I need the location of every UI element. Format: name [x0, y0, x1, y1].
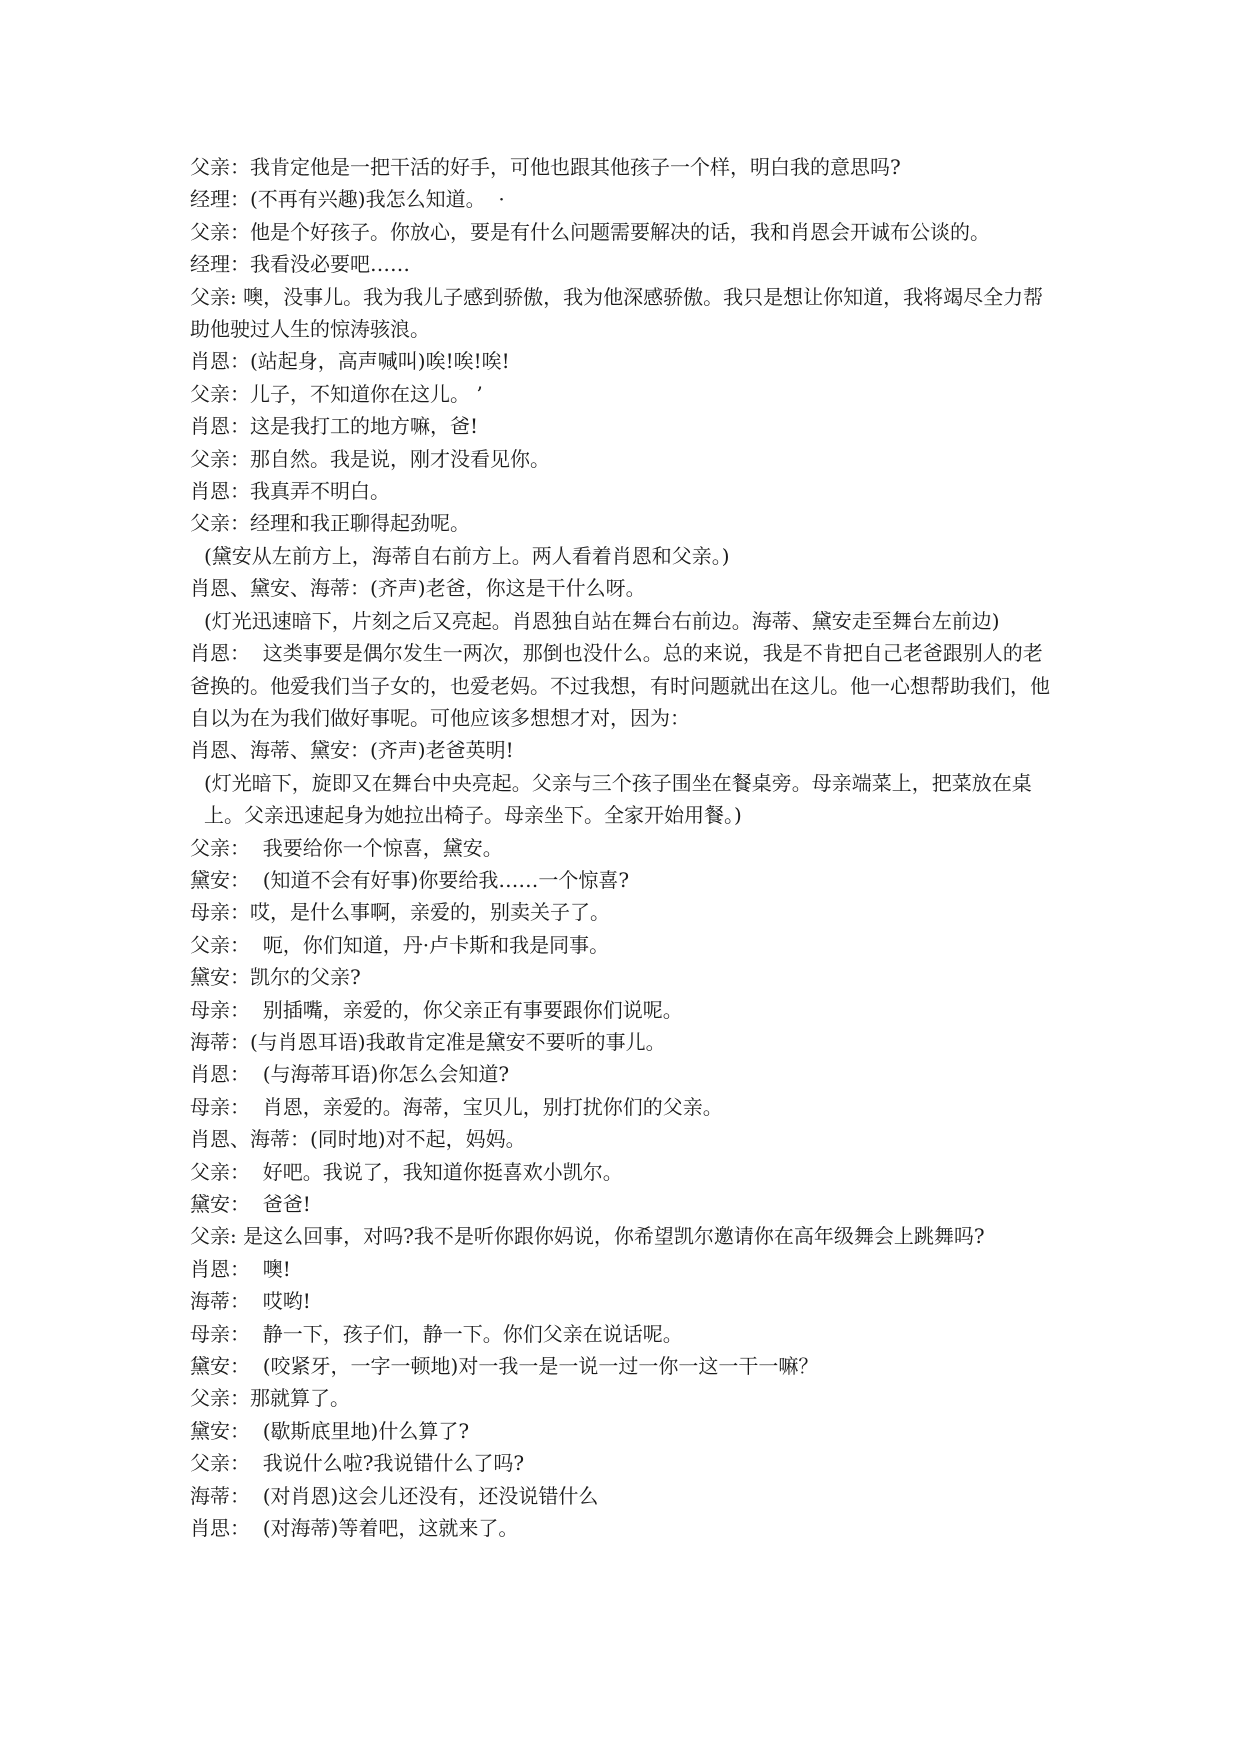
- dialogue-line: 肖恩：这是我打工的地方嘛，爸!: [190, 414, 479, 439]
- dialogue-line: 黛安： (咬紧牙，一字一顿地)对一我一是一说一过一你一这一干一嘛？: [190, 1354, 819, 1379]
- dialogue-line: 黛安： 爸爸!: [190, 1192, 311, 1216]
- dialogue-line: 海蒂：(与肖恩耳语)我敢肯定准是黛安不要听的事儿。: [190, 1029, 666, 1054]
- dialogue-line: 海蒂： (对肖恩)这会儿还没有，还没说错什么: [190, 1483, 599, 1508]
- dialogue-line: 父亲：那就算了。: [190, 1386, 350, 1411]
- dialogue-line: 黛安：凯尔的父亲?: [190, 965, 361, 990]
- dialogue-line: 黛安： (歇斯底里地)什么算了?: [190, 1418, 470, 1443]
- dialogue-line: 肖恩：(站起身，高声喊叫)唉!唉!唉!: [190, 349, 510, 374]
- dialogue-line: 父亲： 我说什么啦?我说错什么了吗?: [190, 1451, 525, 1476]
- dialogue-line: 父亲： 呃，你们知道，丹·卢卡斯和我是同事。: [190, 932, 610, 957]
- dialogue-line: 母亲： 静一下，孩子们，静一下。你们父亲在说话呢。: [190, 1321, 683, 1346]
- dialogue-line: 母亲：哎，是什么事啊，亲爱的，别卖关子了。: [190, 900, 610, 925]
- dialogue-line: 母亲： 肖恩，亲爱的。海蒂，宝贝儿，别打扰你们的父亲。: [190, 1094, 723, 1119]
- dialogue-line: 肖恩： 噢!: [190, 1256, 291, 1281]
- dialogue-line: 经理：我看没必要吧……: [190, 252, 410, 277]
- dialogue-line: 肖恩、黛安、海蒂：(齐声)老爸，你这是干什么呀。: [190, 576, 646, 601]
- dialogue-line: 母亲： 别插嘴，亲爱的，你父亲正有事要跟你们说呢。: [190, 997, 683, 1022]
- dialogue-line: 父亲：他是个好孩子。你放心，要是有什么问题需要解决的话，我和肖恩会开诚布公谈的。: [190, 219, 990, 244]
- dialogue-line: 肖恩： (与海蒂耳语)你怎么会知道?: [190, 1062, 510, 1087]
- dialogue-line: 父亲： 我要给你一个惊喜，黛安。: [190, 835, 503, 860]
- dialogue-line: 黛安： (知道不会有好事)你要给我……一个惊喜?: [190, 867, 630, 892]
- dialogue-line: 父亲: 是这么回事，对吗?我不是听你跟你妈说，你希望凯尔邀请你在高年级舞会上跳舞吗?: [190, 1224, 985, 1249]
- dialogue-line: 父亲： 好吧。我说了，我知道你挺喜欢小凯尔。: [190, 1159, 623, 1184]
- dialogue-line: 肖恩： 这类事要是偶尔发生一两次，那倒也没什么。总的来说，我是不肯把自己老爸跟别人的老爸换的。他爱我们当子女的，也爱老妈。不过我想，有时问题就出在这儿。他一心想帮助我们，他自以为在为我们做好事呢。可他应该多想想才对，因为：: [190, 641, 1050, 730]
- dialogue-line: 肖思： (对海蒂)等着吧，这就来了。: [190, 1516, 519, 1541]
- dialogue-line: 肖恩、海蒂、黛安：(齐声)老爸英明!: [190, 738, 514, 763]
- stage-direction: (黛安从左前方上，海蒂自右前方上。两人看着肖恩和父亲。): [204, 543, 730, 568]
- dialogue-line: 父亲：经理和我正聊得起劲呢。: [190, 511, 470, 536]
- stage-direction: (灯光迅速暗下，片刻之后又亮起。肖恩独自站在舞台右前边。海蒂、黛安走至舞台左前边): [204, 608, 1000, 633]
- dialogue-line: 肖恩、海蒂：(同时地)对不起，妈妈。: [190, 1127, 526, 1152]
- dialogue-line: 肖恩：我真弄不明白。: [190, 479, 390, 504]
- dialogue-line: 父亲: 噢，没事儿。我为我儿子感到骄傲，我为他深感骄傲。我只是想让你知道，我将竭尽全力帮助他驶过人生的惊涛骇浪。: [190, 284, 1044, 342]
- dialogue-line: 父亲：儿子，不知道你在这儿。 ’: [190, 381, 483, 406]
- script-text: [190, 151, 1060, 1544]
- dialogue-line: 海蒂： 哎哟!: [190, 1289, 311, 1314]
- dialogue-line: 父亲：那自然。我是说，刚才没看见你。: [190, 446, 550, 471]
- stage-direction: (灯光暗下，旋即又在舞台中央亮起。父亲与三个孩子围坐在餐桌旁。母亲端菜上，把菜放在桌上。父亲迅速起身为她拉出椅子。母亲坐下。全家开始用餐。): [204, 770, 1032, 828]
- dialogue-line: 经理：(不再有兴趣)我怎么知道。 ·: [190, 187, 505, 212]
- dialogue-line: 父亲：我肯定他是一把干活的好手，可他也跟其他孩子一个样，明白我的意思吗?: [190, 155, 901, 179]
